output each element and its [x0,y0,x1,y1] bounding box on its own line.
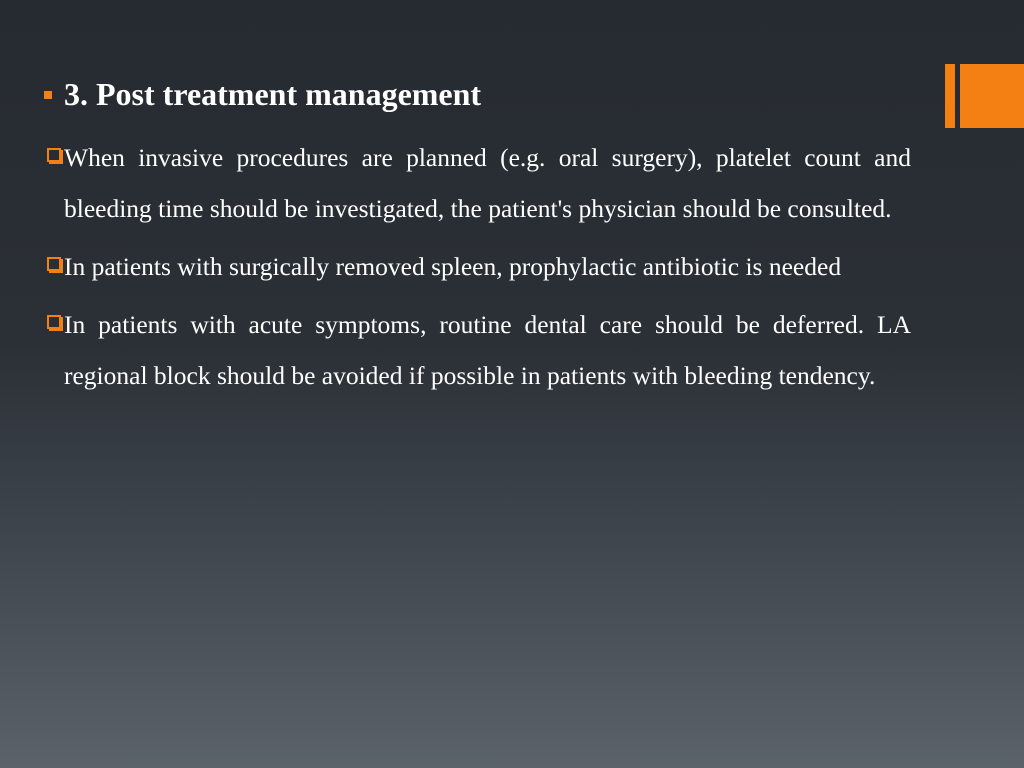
square-bullet-icon [44,91,52,99]
corner-accent-bar-thin [945,64,955,128]
checkbox-bullet-icon [47,257,61,271]
bullet-item-1 [45,132,911,234]
bullet-item-3 [45,299,911,401]
checkbox-bullet-icon [47,148,61,162]
corner-accent-bar-thick [960,64,1024,128]
slide-heading-text: 3. Post treatment management [64,76,482,112]
bullet-text: In patients with surgically removed spleen, prophylactic antibiotic is needed [64,252,842,281]
bullet-item-2 [45,241,911,292]
bullet-text: When invasive procedures are planned (e.g. oral surgery), platelet count and bleeding time should be investigated, the patient's physician should be consulted. [64,143,911,223]
slide-heading [44,74,481,114]
checkbox-bullet-icon [47,315,61,329]
bullet-text: In patients with acute symptoms, routine dental care should be deferred. LA regional block should be avoided if possible in patients with bleeding tendency. [64,310,911,390]
bullet-list [45,132,911,408]
